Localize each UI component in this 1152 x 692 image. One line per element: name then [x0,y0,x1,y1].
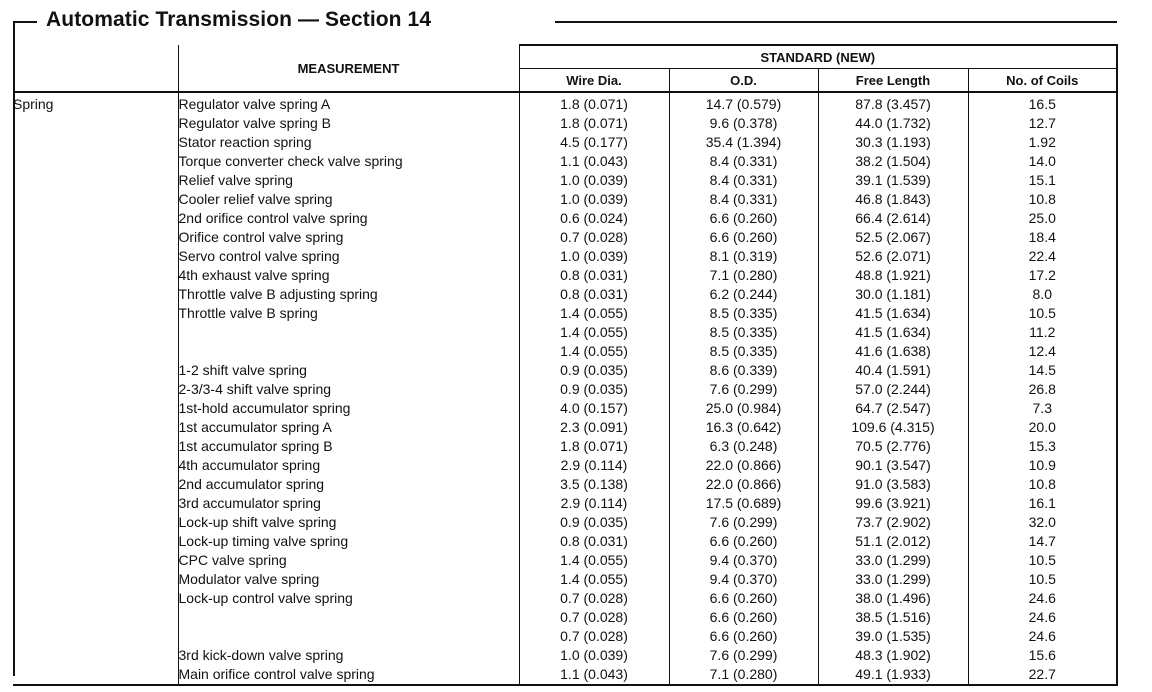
coils-cell: 10.9 [968,456,1117,475]
table-row [13,228,1117,247]
spring-name-cell: Modulator valve spring [178,570,519,589]
table-row [13,342,1117,361]
wire-dia-cell: 1.4 (0.055) [519,323,669,342]
spring-name-cell [178,323,519,342]
free-length-cell: 41.5 (1.634) [818,304,968,323]
od-cell: 22.0 (0.866) [669,456,818,475]
measurement-header: MEASUREMENT [178,45,519,92]
free-length-cell: 52.5 (2.067) [818,228,968,247]
spring-name-cell: 2nd orifice control valve spring [178,209,519,228]
spring-name-cell: 1st-hold accumulator spring [178,399,519,418]
wire-dia-cell: 1.0 (0.039) [519,190,669,209]
table-row [13,532,1117,551]
free-length-cell: 40.4 (1.591) [818,361,968,380]
wire-dia-cell: 1.0 (0.039) [519,646,669,665]
wire-dia-cell: 1.4 (0.055) [519,342,669,361]
od-cell: 7.1 (0.280) [669,665,818,685]
wire-dia-cell: 0.7 (0.028) [519,228,669,247]
coils-cell: 12.7 [968,114,1117,133]
table-row [13,266,1117,285]
column-header-free-length: Free Length [818,69,968,93]
od-cell: 25.0 (0.984) [669,399,818,418]
coils-cell: 24.6 [968,608,1117,627]
coils-cell: 24.6 [968,627,1117,646]
od-cell: 6.6 (0.260) [669,228,818,247]
wire-dia-cell: 1.4 (0.055) [519,304,669,323]
od-cell: 7.1 (0.280) [669,266,818,285]
wire-dia-cell: 1.8 (0.071) [519,114,669,133]
coils-cell: 18.4 [968,228,1117,247]
spring-name-cell: 2nd accumulator spring [178,475,519,494]
wire-dia-cell: 0.6 (0.024) [519,209,669,228]
table-row [13,437,1117,456]
coils-cell: 17.2 [968,266,1117,285]
table-row [13,92,1117,114]
free-length-cell: 48.3 (1.902) [818,646,968,665]
coils-cell: 10.8 [968,190,1117,209]
free-length-cell: 46.8 (1.843) [818,190,968,209]
free-length-cell: 99.6 (3.921) [818,494,968,513]
standard-new-header: STANDARD (NEW) [519,45,1117,69]
free-length-cell: 30.0 (1.181) [818,285,968,304]
spec-table-body [13,92,1117,685]
wire-dia-cell: 1.8 (0.071) [519,92,669,114]
wire-dia-cell: 0.7 (0.028) [519,608,669,627]
free-length-cell: 39.0 (1.535) [818,627,968,646]
wire-dia-cell: 2.9 (0.114) [519,494,669,513]
table-row [13,133,1117,152]
coils-cell: 20.0 [968,418,1117,437]
free-length-cell: 52.6 (2.071) [818,247,968,266]
spring-name-cell: Throttle valve B adjusting spring [178,285,519,304]
wire-dia-cell: 0.7 (0.028) [519,589,669,608]
wire-dia-cell: 1.0 (0.039) [519,247,669,266]
category-header [13,45,178,92]
wire-dia-cell: 1.1 (0.043) [519,665,669,685]
coils-cell: 25.0 [968,209,1117,228]
od-cell: 6.6 (0.260) [669,532,818,551]
spring-name-cell: Servo control valve spring [178,247,519,266]
spring-name-cell: 4th accumulator spring [178,456,519,475]
spring-name-cell: CPC valve spring [178,551,519,570]
spring-name-cell: Cooler relief valve spring [178,190,519,209]
spring-name-cell: 2-3/3-4 shift valve spring [178,380,519,399]
wire-dia-cell: 2.3 (0.091) [519,418,669,437]
wire-dia-cell: 0.8 (0.031) [519,285,669,304]
od-cell: 6.2 (0.244) [669,285,818,304]
table-row [13,456,1117,475]
table-row [13,570,1117,589]
od-cell: 35.4 (1.394) [669,133,818,152]
coils-cell: 14.7 [968,532,1117,551]
od-cell: 9.6 (0.378) [669,114,818,133]
spring-name-cell: Torque converter check valve spring [178,152,519,171]
od-cell: 7.6 (0.299) [669,380,818,399]
spring-name-cell: Regulator valve spring A [178,92,519,114]
od-cell: 22.0 (0.866) [669,475,818,494]
coils-cell: 15.1 [968,171,1117,190]
coils-cell: 16.1 [968,494,1117,513]
table-row [13,152,1117,171]
free-length-cell: 57.0 (2.244) [818,380,968,399]
coils-cell: 15.6 [968,646,1117,665]
free-length-cell: 41.5 (1.634) [818,323,968,342]
wire-dia-cell: 1.0 (0.039) [519,171,669,190]
coils-cell: 10.8 [968,475,1117,494]
spring-name-cell: Lock-up timing valve spring [178,532,519,551]
coils-cell: 8.0 [968,285,1117,304]
coils-cell: 11.2 [968,323,1117,342]
od-cell: 6.6 (0.260) [669,608,818,627]
od-cell: 8.4 (0.331) [669,171,818,190]
free-length-cell: 73.7 (2.902) [818,513,968,532]
coils-cell: 10.5 [968,551,1117,570]
spring-name-cell: 3rd kick-down valve spring [178,646,519,665]
free-length-cell: 64.7 (2.547) [818,399,968,418]
wire-dia-cell: 0.7 (0.028) [519,627,669,646]
free-length-cell: 70.5 (2.776) [818,437,968,456]
table-row [13,646,1117,665]
spring-name-cell: Regulator valve spring B [178,114,519,133]
wire-dia-cell: 1.4 (0.055) [519,570,669,589]
category-cell: Spring [13,92,178,685]
free-length-cell: 66.4 (2.614) [818,209,968,228]
table-row [13,627,1117,646]
table-row [13,513,1117,532]
wire-dia-cell: 0.8 (0.031) [519,266,669,285]
coils-cell: 7.3 [968,399,1117,418]
table-row [13,475,1117,494]
table-row [13,399,1117,418]
od-cell: 9.4 (0.370) [669,551,818,570]
wire-dia-cell: 4.0 (0.157) [519,399,669,418]
spring-name-cell: 1-2 shift valve spring [178,361,519,380]
table-row [13,190,1117,209]
spring-name-cell: Throttle valve B spring [178,304,519,323]
wire-dia-cell: 1.4 (0.055) [519,551,669,570]
free-length-cell: 44.0 (1.732) [818,114,968,133]
od-cell: 6.6 (0.260) [669,589,818,608]
table-row [13,209,1117,228]
coils-cell: 10.5 [968,304,1117,323]
spring-name-cell: 3rd accumulator spring [178,494,519,513]
table-row [13,361,1117,380]
spring-name-cell: Stator reaction spring [178,133,519,152]
od-cell: 6.6 (0.260) [669,209,818,228]
spring-name-cell: Main orifice control valve spring [178,665,519,685]
spring-name-cell [178,342,519,361]
od-cell: 16.3 (0.642) [669,418,818,437]
column-header-wire-dia: Wire Dia. [519,69,669,93]
spring-name-cell: Relief valve spring [178,171,519,190]
od-cell: 8.6 (0.339) [669,361,818,380]
coils-cell: 1.92 [968,133,1117,152]
coils-cell: 24.6 [968,589,1117,608]
od-cell: 8.5 (0.335) [669,342,818,361]
free-length-cell: 49.1 (1.933) [818,665,968,685]
table-row [13,494,1117,513]
free-length-cell: 51.1 (2.012) [818,532,968,551]
od-cell: 8.5 (0.335) [669,304,818,323]
spring-name-cell: 1st accumulator spring B [178,437,519,456]
wire-dia-cell: 0.9 (0.035) [519,361,669,380]
free-length-cell: 33.0 (1.299) [818,551,968,570]
wire-dia-cell: 1.1 (0.043) [519,152,669,171]
wire-dia-cell: 0.9 (0.035) [519,513,669,532]
free-length-cell: 90.1 (3.547) [818,456,968,475]
spring-name-cell: 4th exhaust valve spring [178,266,519,285]
spring-name-cell [178,627,519,646]
od-cell: 17.5 (0.689) [669,494,818,513]
wire-dia-cell: 0.8 (0.031) [519,532,669,551]
od-cell: 8.5 (0.335) [669,323,818,342]
od-cell: 8.4 (0.331) [669,152,818,171]
od-cell: 7.6 (0.299) [669,513,818,532]
table-row [13,589,1117,608]
spring-name-cell: 1st accumulator spring A [178,418,519,437]
table-row [13,247,1117,266]
table-row [13,323,1117,342]
wire-dia-cell: 0.9 (0.035) [519,380,669,399]
wire-dia-cell: 3.5 (0.138) [519,475,669,494]
free-length-cell: 38.0 (1.496) [818,589,968,608]
spring-name-cell: Orifice control valve spring [178,228,519,247]
od-cell: 9.4 (0.370) [669,570,818,589]
coils-cell: 10.5 [968,570,1117,589]
coils-cell: 14.5 [968,361,1117,380]
free-length-cell: 30.3 (1.193) [818,133,968,152]
table-row [13,285,1117,304]
wire-dia-cell: 1.8 (0.071) [519,437,669,456]
coils-cell: 16.5 [968,92,1117,114]
table-row [13,380,1117,399]
free-length-cell: 41.6 (1.638) [818,342,968,361]
wire-dia-cell: 2.9 (0.114) [519,456,669,475]
od-cell: 8.4 (0.331) [669,190,818,209]
table-row [13,418,1117,437]
od-cell: 6.3 (0.248) [669,437,818,456]
wire-dia-cell: 4.5 (0.177) [519,133,669,152]
od-cell: 6.6 (0.260) [669,627,818,646]
od-cell: 8.1 (0.319) [669,247,818,266]
free-length-cell: 39.1 (1.539) [818,171,968,190]
page-title: Automatic Transmission — Section 14 [46,8,432,31]
spring-spec-table [13,44,1118,686]
title-rule-right [555,21,1117,23]
free-length-cell: 87.8 (3.457) [818,92,968,114]
coils-cell: 32.0 [968,513,1117,532]
free-length-cell: 33.0 (1.299) [818,570,968,589]
free-length-cell: 109.6 (4.315) [818,418,968,437]
coils-cell: 15.3 [968,437,1117,456]
table-row [13,304,1117,323]
table-row [13,665,1117,685]
table-row [13,551,1117,570]
coils-cell: 22.7 [968,665,1117,685]
table-row [13,608,1117,627]
od-cell: 14.7 (0.579) [669,92,818,114]
od-cell: 7.6 (0.299) [669,646,818,665]
column-header-od: O.D. [669,69,818,93]
table-row [13,171,1117,190]
title-rule-left [13,21,37,23]
spring-name-cell: Lock-up control valve spring [178,589,519,608]
column-header-no-of-coils: No. of Coils [968,69,1117,93]
coils-cell: 26.8 [968,380,1117,399]
free-length-cell: 38.5 (1.516) [818,608,968,627]
free-length-cell: 91.0 (3.583) [818,475,968,494]
free-length-cell: 48.8 (1.921) [818,266,968,285]
table-row [13,114,1117,133]
spring-name-cell [178,608,519,627]
coils-cell: 12.4 [968,342,1117,361]
free-length-cell: 38.2 (1.504) [818,152,968,171]
spring-name-cell: Lock-up shift valve spring [178,513,519,532]
coils-cell: 14.0 [968,152,1117,171]
coils-cell: 22.4 [968,247,1117,266]
